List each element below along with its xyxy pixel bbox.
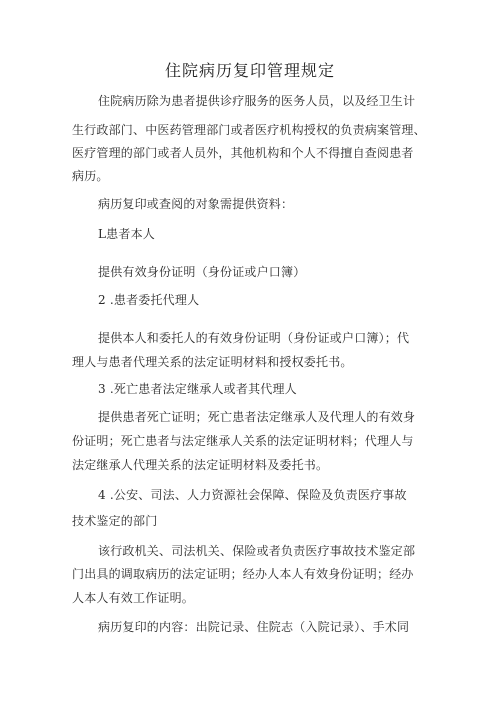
paragraph-line: 生行政部门、中医药管理部门或者医疗机构授权的负责病案管理、 [72, 123, 426, 137]
paragraph-line: 法定继承人代理关系的法定证明材料及委托书。 [72, 458, 329, 472]
paragraph-line: 份证明；死亡患者与法定继承人关系的法定证明材料；代理人与 [72, 434, 414, 448]
paragraph-line: 提供患者死亡证明；死亡患者法定继承人及代理人的有效身 [98, 410, 416, 424]
paragraph-line: 门出具的调取病历的法定证明；经办人本人有效身份证明；经办 [72, 567, 414, 581]
paragraph-line: 理人与患者代理关系的法定证明材料和授权委托书。 [72, 355, 353, 369]
section-heading: 4 .公安、司法、人力资源社会保障、保险及负责医疗事故 [98, 488, 407, 502]
section-heading: 2 .患者委托代理人 [98, 293, 200, 307]
section-heading: 技术鉴定的部门 [72, 514, 158, 528]
paragraph-line: 病历。 [72, 169, 109, 183]
section-heading: L患者本人 [98, 227, 155, 241]
paragraph-line: 病历复印或查阅的对象需提供资料： [98, 197, 294, 211]
paragraph-line: 医疗管理的部门或者人员外，其他机构和个人不得擅自查阅患者 [72, 146, 414, 160]
paragraph-line: 该行政机关、司法机关、保险或者负责医疗事故技术鉴定部 [98, 544, 416, 558]
document-title: 住院病历复印管理规定 [164, 61, 335, 80]
paragraph-line: 提供本人和委托人的有效身份证明（身份证或户口簿）；代 [98, 331, 410, 345]
section-heading: 3 .死亡患者法定继承人或者其代理人 [98, 382, 297, 396]
paragraph-line: 人本人有效工作证明。 [72, 591, 195, 605]
paragraph-line: 提供有效身份证明（身份证或户口簿） [98, 265, 306, 279]
paragraph-line: 病历复印的内容：出院记录、住院志（入院记录）、手术同 [98, 620, 410, 634]
paragraph-line: 住院病历除为患者提供诊疗服务的医务人员，以及经卫生计 [98, 94, 416, 108]
